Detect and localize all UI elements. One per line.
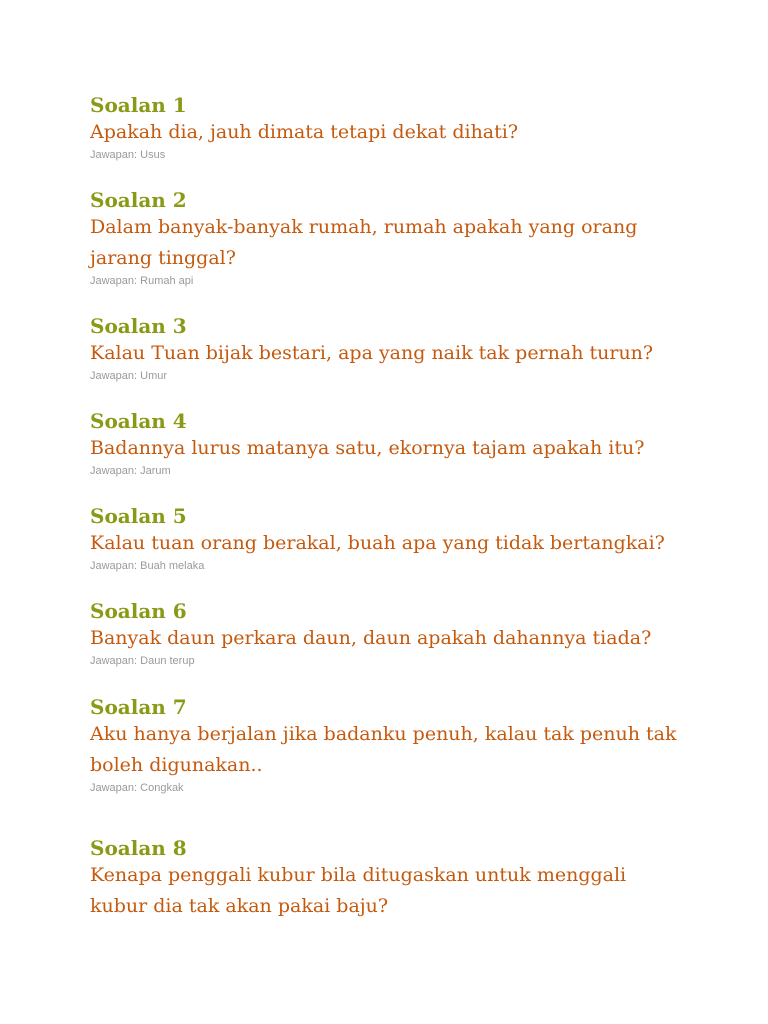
question-block-3 — [90, 314, 690, 383]
question-heading: Soalan 3 — [90, 314, 187, 338]
question-text: Badannya lurus matanya satu, ekornya tajam apakah itu? — [90, 437, 645, 459]
question-heading: Soalan 4 — [90, 409, 187, 433]
question-heading: Soalan 2 — [90, 188, 187, 212]
question-block-1 — [90, 93, 690, 162]
question-block-4 — [90, 409, 690, 478]
question-heading: Soalan 1 — [90, 93, 187, 117]
answer-text: Jawapan: Usus — [90, 149, 166, 161]
answer-text: Jawapan: Jarum — [90, 465, 171, 477]
question-heading: Soalan 5 — [90, 504, 187, 528]
question-text: Kenapa penggali kubur bila ditugaskan untuk menggali kubur dia tak akan pakai baju? — [90, 864, 627, 917]
question-text: Apakah dia, jauh dimata tetapi dekat dihati? — [90, 121, 519, 143]
question-block-8 — [90, 836, 690, 922]
answer-text: Jawapan: Daun terup — [90, 655, 195, 667]
answer-text: Jawapan: Buah melaka — [90, 560, 205, 572]
question-heading: Soalan 8 — [90, 836, 187, 860]
question-text: Kalau tuan orang berakal, buah apa yang tidak bertangkai? — [90, 532, 665, 554]
question-block-5 — [90, 504, 690, 573]
question-block-7 — [90, 695, 690, 795]
answer-text: Jawapan: Congkak — [90, 782, 184, 794]
answer-text: Jawapan: Rumah api — [90, 275, 194, 287]
answer-text: Jawapan: Umur — [90, 370, 168, 382]
question-block-2 — [90, 188, 690, 288]
question-text: Banyak daun perkara daun, daun apakah dahannya tiada? — [90, 627, 652, 649]
question-heading: Soalan 7 — [90, 695, 187, 719]
question-text: Aku hanya berjalan jika badanku penuh, kalau tak penuh tak boleh digunakan.. — [90, 723, 677, 776]
question-block-6 — [90, 599, 690, 668]
question-text: Kalau Tuan bijak bestari, apa yang naik tak pernah turun? — [90, 342, 654, 364]
question-text: Dalam banyak-banyak rumah, rumah apakah yang orang jarang tinggal? — [90, 216, 638, 269]
question-heading: Soalan 6 — [90, 599, 187, 623]
